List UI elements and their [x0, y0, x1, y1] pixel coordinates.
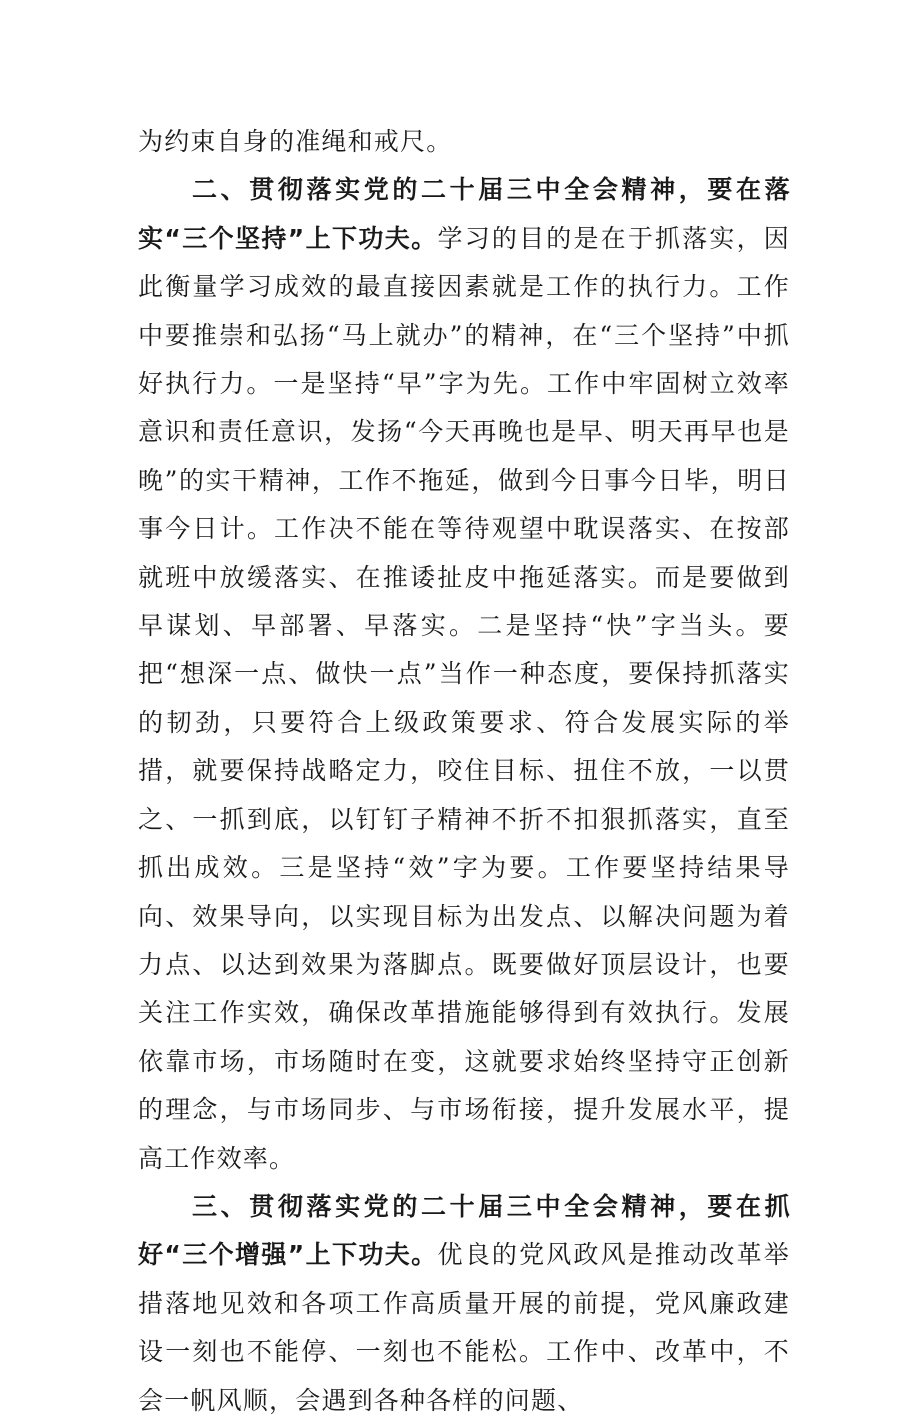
paragraph-continuation	[138, 118, 790, 166]
paragraph-body: 为约束自身的准绳和戒尺。	[138, 127, 453, 156]
paragraph-section-2	[138, 166, 790, 1183]
paragraph-section-3	[138, 1183, 790, 1425]
section-heading-3: 三、贯彻落实党的二十届三中全会精神，要在抓好“三个增强”上下功夫。	[138, 1191, 790, 1270]
section-heading-2: 二、贯彻落实党的二十届三中全会精神，要在落实“三个坚持”上下功夫。	[138, 175, 790, 253]
paragraph-body: 学习的目的是在于抓落实，因此衡量学习成效的最直接因素就是工作的执行力。工作中要推崇和弘扬“马上就办”的精神，在“三个坚持”中抓好执行力。一是坚持“早”字为先。工作中牢固树立效率意识和责任意识，发扬“今天再晚也是早、明天再早也是晚”的实干精神，工作不拖延，做到今日事今日毕，明日事今日计。工作决不能在等待观望中耽误落实、在按部就班中放缓落实、在推诿扯皮中拖延落实。而是要做到早谋划、早部署、早落实。二是坚持“快”字当头。要把“想深一点、做快一点”当作一种态度，要保持抓落实的韧劲，只要符合上级政策要求、符合发展实际的举措，就要保持战略定力，咬住目标、扭住不放，一以贯之、一抓到底，以钉钉子精神不折不扣狠抓落实，直至抓出成效。三是坚持“效”字为要。工作要坚持结果导向、效果导向，以实现目标为出发点、以解决问题为着力点、以达到效果为落脚点。既要做好顶层设计，也要关注工作实效，确保改革措施能够得到有效执行。发展依靠市场，市场随时在变，这就要求始终坚持守正创新的理念，与市场同步、与市场衔接，提升发展水平，提高工作效率。	[138, 223, 790, 1173]
paragraph-body: 优良的党风政风是推动改革举措落地见效和各项工作高质量开展的前提，党风廉政建设一刻也不能停、一刻也不能松。工作中、改革中，不会一帆风顺，会遇到各种各样的问题、	[138, 1240, 790, 1415]
document-page	[138, 118, 790, 1425]
